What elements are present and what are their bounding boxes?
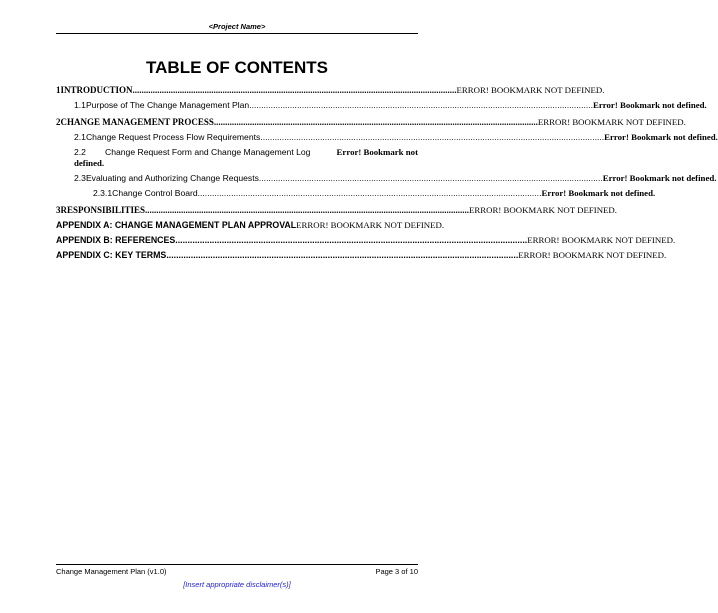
toc-entry-number: 2	[56, 117, 61, 127]
toc-leader-dots	[214, 117, 538, 128]
table-of-contents	[56, 85, 718, 261]
toc-leader-dots	[249, 100, 593, 111]
footer-document-name: Change Management Plan (v1.0)	[56, 567, 167, 576]
toc-entry-number: 1	[56, 85, 61, 95]
toc-entry-label: Change Request Form and Change Management Log	[105, 147, 311, 157]
toc-entry-purpose[interactable]	[56, 100, 707, 111]
toc-entry-page-ref: Error! Bookmark not defined.	[602, 173, 717, 183]
toc-entry-page-ref-cont: defined.	[74, 158, 105, 168]
toc-leader-dots	[198, 188, 542, 199]
toc-entry-label: APPENDIX A: CHANGE MANAGEMENT PLAN APPROVAL	[56, 220, 297, 230]
toc-entry-page-ref: Error! Bookmark not defined.	[593, 100, 707, 110]
toc-entry-page-ref: ERROR! BOOKMARK NOT DEFINED.	[296, 220, 445, 230]
toc-leader-dots	[145, 205, 469, 216]
toc-leader-dots	[175, 235, 527, 246]
toc-entry-appendix-c[interactable]	[56, 250, 667, 261]
toc-entry-page-ref: ERROR! BOOKMARK NOT DEFINED.	[527, 235, 676, 245]
toc-leader-dots	[133, 85, 457, 96]
toc-entry-label: Change Control Board	[112, 188, 198, 198]
toc-entry-label: Purpose of The Change Management Plan	[85, 100, 250, 110]
toc-entry-appendix-a[interactable]	[56, 220, 445, 231]
page-header: <Project Name>	[56, 22, 418, 34]
toc-entry-number: 2.3	[74, 173, 86, 183]
toc-leader-dots	[259, 173, 603, 184]
footer-page-number: Page 3 of 10	[375, 567, 418, 576]
toc-entry-request-form[interactable]	[56, 147, 418, 169]
toc-entry-number: 3	[56, 205, 61, 215]
toc-entry-appendix-b[interactable]	[56, 235, 676, 246]
toc-leader-dots	[166, 250, 518, 261]
toc-entry-label: CHANGE MANAGEMENT PROCESS	[60, 117, 214, 127]
toc-entry-page-ref: Error! Bookmark not defined.	[604, 132, 718, 142]
toc-entry-label: APPENDIX B: REFERENCES	[56, 235, 176, 245]
toc-entry-change-control-board[interactable]	[56, 188, 656, 199]
toc-entry-process-flow[interactable]	[56, 132, 718, 143]
footer-disclaimer: [Insert appropriate disclaimer(s)]	[183, 580, 291, 589]
toc-entry-number: 2.3.1	[93, 188, 113, 198]
toc-entry-label: APPENDIX C: KEY TERMS	[56, 250, 167, 260]
toc-entry-change-management-process[interactable]	[56, 117, 686, 128]
toc-leader-dots	[260, 132, 604, 143]
toc-entry-number: 2.1	[74, 132, 86, 142]
toc-entry-label: INTRODUCTION	[60, 85, 133, 95]
toc-entry-number: 2.2	[74, 147, 86, 157]
toc-entry-page-ref: ERROR! BOOKMARK NOT DEFINED.	[456, 85, 605, 95]
toc-entry-page-ref: ERROR! BOOKMARK NOT DEFINED.	[537, 117, 686, 127]
toc-entry-number: 1.1	[74, 100, 86, 110]
page-title: TABLE OF CONTENTS	[146, 58, 328, 77]
toc-entry-page-ref: ERROR! BOOKMARK NOT DEFINED.	[518, 250, 667, 260]
toc-entry-introduction[interactable]	[56, 85, 605, 96]
toc-entry-page-ref: Error! Bookmark not	[336, 147, 418, 157]
toc-entry-responsibilities[interactable]	[56, 205, 617, 216]
toc-entry-evaluating[interactable]	[56, 173, 717, 184]
toc-entry-label: Evaluating and Authorizing Change Requests	[85, 173, 259, 183]
toc-entry-page-ref: Error! Bookmark not defined.	[541, 188, 656, 198]
footer-divider	[56, 564, 418, 565]
toc-entry-label: RESPONSIBILITIES	[60, 205, 146, 215]
toc-entry-label: Change Request Process Flow Requirements	[85, 132, 261, 142]
toc-entry-page-ref: ERROR! BOOKMARK NOT DEFINED.	[469, 205, 617, 215]
